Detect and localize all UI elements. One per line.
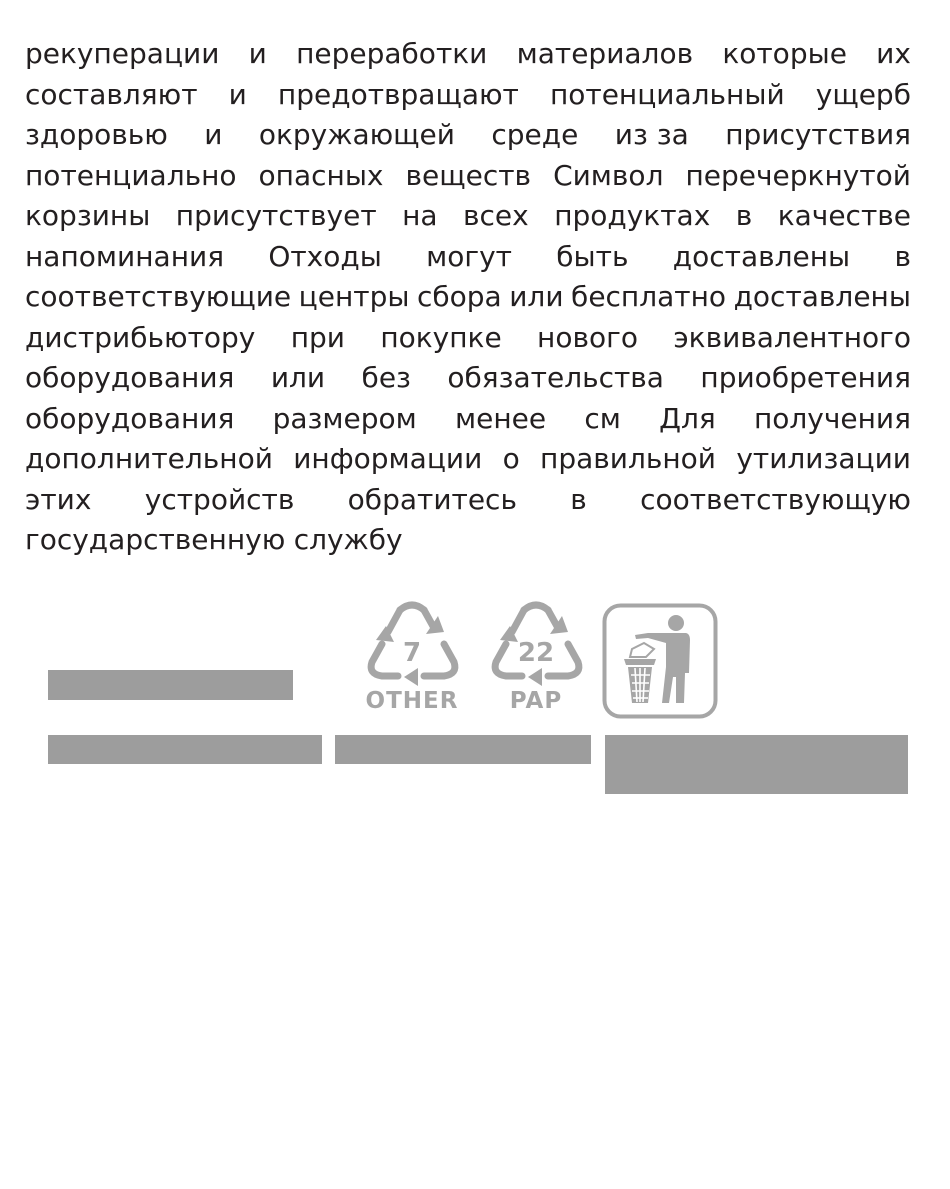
word: всех xyxy=(463,199,529,232)
word: материалов xyxy=(516,37,694,70)
recycle-other-mark xyxy=(362,600,462,718)
word: и xyxy=(248,37,267,70)
word: составляют xyxy=(25,77,198,111)
word: доставлены xyxy=(672,239,851,273)
paragraph-line xyxy=(25,399,911,440)
recycle-pap-label: PAP xyxy=(509,688,563,714)
word: потенциально xyxy=(25,158,237,192)
word: размером xyxy=(272,401,417,435)
word: центры xyxy=(298,280,410,313)
disposal-paragraph xyxy=(25,34,911,561)
word: обязательства xyxy=(447,361,664,394)
paragraph-line xyxy=(25,277,911,318)
word: или xyxy=(270,361,326,394)
paragraph-line xyxy=(25,237,911,278)
word: в xyxy=(735,199,753,232)
word: здоровью xyxy=(25,118,168,151)
placeholder-bar-1 xyxy=(48,670,293,700)
tidyman-dispose-icon xyxy=(602,603,718,719)
word: среде xyxy=(491,118,579,151)
word: в xyxy=(570,482,587,516)
word: службу xyxy=(293,523,403,556)
word: Отходы xyxy=(268,239,382,273)
word: опасных xyxy=(258,158,384,192)
placeholder-bar-4 xyxy=(605,735,908,794)
word: рекуперации xyxy=(25,37,220,70)
word: доставлены xyxy=(733,280,911,313)
paragraph-line xyxy=(25,480,911,521)
word: и xyxy=(204,118,223,151)
word: ущерб xyxy=(815,77,911,111)
word: переработки xyxy=(296,37,488,70)
word: или xyxy=(509,280,564,313)
word: получения xyxy=(753,401,911,435)
word: присутствия xyxy=(725,118,911,151)
paragraph-line xyxy=(25,196,911,237)
placeholder-bar-3 xyxy=(335,735,591,764)
word: соответствующую xyxy=(640,482,911,516)
word: Символ xyxy=(553,158,664,192)
word: перечеркнутой xyxy=(685,158,911,192)
word: присутствует xyxy=(175,199,377,232)
word: и xyxy=(228,77,247,111)
word: эквивалентного xyxy=(673,320,911,354)
word: качестве xyxy=(777,199,911,232)
word: информации xyxy=(293,442,483,475)
word: при xyxy=(290,320,345,354)
word: потенциальный xyxy=(549,77,785,111)
word: сбора xyxy=(416,280,502,313)
word: напоминания xyxy=(25,239,225,273)
word: которые xyxy=(722,37,847,70)
word: дистрибьютору xyxy=(25,320,256,354)
recycle-other-label: OTHER xyxy=(365,688,459,714)
paragraph-line xyxy=(25,115,911,156)
paragraph-line xyxy=(25,156,911,197)
word: покупке xyxy=(380,320,502,354)
word: утилизации xyxy=(736,442,911,475)
word: соответствующие xyxy=(25,280,292,313)
word: без xyxy=(361,361,411,394)
recycle-other-number: 7 xyxy=(402,638,422,668)
word: продуктах xyxy=(554,199,711,232)
recycle-triangle-icon xyxy=(486,600,586,688)
paragraph-line xyxy=(25,358,911,399)
word: Для xyxy=(659,401,716,435)
word: приобретения xyxy=(700,361,911,394)
recycle-pap-mark xyxy=(486,600,586,718)
word: в xyxy=(894,239,911,273)
word: устройств xyxy=(144,482,295,516)
word: дополнительной xyxy=(25,442,273,475)
word: из за xyxy=(614,118,689,151)
word: быть xyxy=(556,239,629,273)
paragraph-line xyxy=(25,34,911,75)
word: оборудования xyxy=(25,361,235,394)
word: окружающей xyxy=(258,118,455,151)
word: бесплатно xyxy=(571,280,727,313)
word: менее xyxy=(455,401,547,435)
paragraph-line xyxy=(25,439,911,480)
word: этих xyxy=(25,482,92,516)
word: оборудования xyxy=(25,401,235,435)
word: на xyxy=(402,199,438,232)
word: могут xyxy=(426,239,512,273)
word: обратитесь xyxy=(347,482,517,516)
word: предотвращают xyxy=(277,77,519,111)
paragraph-line xyxy=(25,520,911,561)
recycle-pap-number: 22 xyxy=(517,638,555,668)
word: правильной xyxy=(540,442,717,475)
paragraph-line xyxy=(25,75,911,116)
word: о xyxy=(502,442,520,475)
word: государственную xyxy=(25,523,286,556)
recycle-triangle-icon xyxy=(362,600,462,688)
word: корзины xyxy=(25,199,151,232)
word: нового xyxy=(537,320,638,354)
word: их xyxy=(876,37,911,70)
placeholder-bar-2 xyxy=(48,735,322,764)
word: см xyxy=(584,401,621,435)
word: веществ xyxy=(405,158,532,192)
paragraph-line xyxy=(25,318,911,359)
